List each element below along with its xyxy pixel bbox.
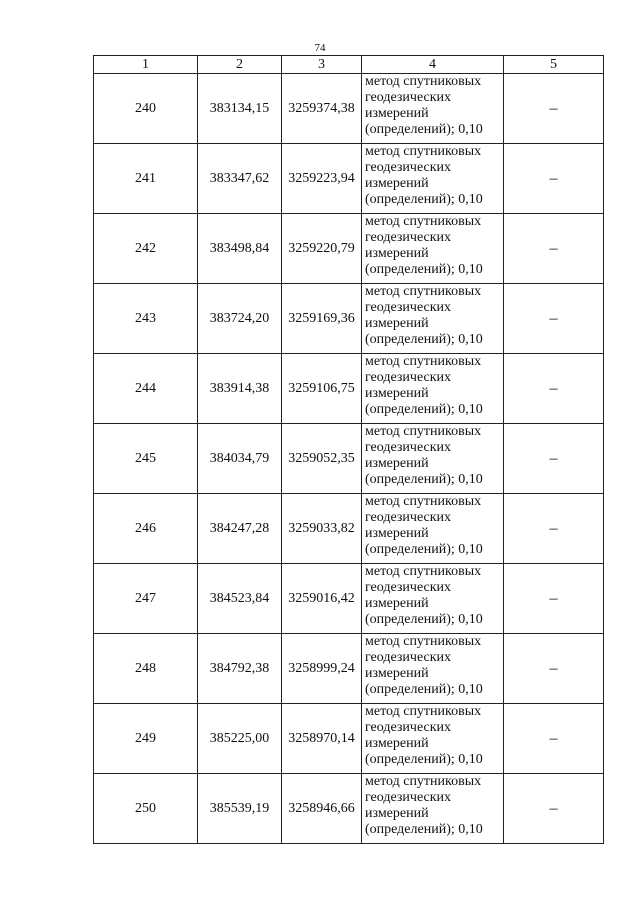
table-row [94,424,604,494]
y-coordinate-cell: 3259223,94 [282,144,362,214]
note-cell: – [504,284,604,354]
x-coordinate-cell: 383134,15 [198,74,282,144]
point-number-cell: 249 [94,704,198,774]
table-row [94,354,604,424]
x-coordinate-cell: 384247,28 [198,494,282,564]
point-number-cell: 244 [94,354,198,424]
method-cell: метод спутниковых геодезических измерений (определений); 0,10 [362,774,504,844]
y-coordinate-cell: 3259033,82 [282,494,362,564]
note-cell: – [504,214,604,284]
note-cell: – [504,564,604,634]
method-cell: метод спутниковых геодезических измерений (определений); 0,10 [362,354,504,424]
note-cell: – [504,704,604,774]
table-row [94,634,604,704]
note-cell: – [504,634,604,704]
note-cell: – [504,774,604,844]
table-row [94,284,604,354]
y-coordinate-cell: 3258999,24 [282,634,362,704]
point-number-cell: 246 [94,494,198,564]
point-number-cell: 243 [94,284,198,354]
column-header: 1 [94,56,198,74]
method-cell: метод спутниковых геодезических измерений (определений); 0,10 [362,214,504,284]
y-coordinate-cell: 3258946,66 [282,774,362,844]
point-number-cell: 241 [94,144,198,214]
x-coordinate-cell: 385225,00 [198,704,282,774]
column-header: 5 [504,56,604,74]
column-header: 2 [198,56,282,74]
y-coordinate-cell: 3258970,14 [282,704,362,774]
point-number-cell: 245 [94,424,198,494]
y-coordinate-cell: 3259106,75 [282,354,362,424]
x-coordinate-cell: 384034,79 [198,424,282,494]
table-row [94,774,604,844]
note-cell: – [504,494,604,564]
table-row [94,74,604,144]
table-row [94,214,604,284]
y-coordinate-cell: 3259220,79 [282,214,362,284]
header-row [94,56,604,74]
method-cell: метод спутниковых геодезических измерений (определений); 0,10 [362,634,504,704]
note-cell: – [504,74,604,144]
x-coordinate-cell: 383498,84 [198,214,282,284]
method-cell: метод спутниковых геодезических измерений (определений); 0,10 [362,284,504,354]
point-number-cell: 250 [94,774,198,844]
x-coordinate-cell: 384523,84 [198,564,282,634]
method-cell: метод спутниковых геодезических измерений (определений); 0,10 [362,494,504,564]
y-coordinate-cell: 3259052,35 [282,424,362,494]
method-cell: метод спутниковых геодезических измерений (определений); 0,10 [362,704,504,774]
x-coordinate-cell: 383914,38 [198,354,282,424]
column-header: 3 [282,56,362,74]
point-number-cell: 248 [94,634,198,704]
x-coordinate-cell: 383724,20 [198,284,282,354]
y-coordinate-cell: 3259016,42 [282,564,362,634]
table-row [94,494,604,564]
method-cell: метод спутниковых геодезических измерений (определений); 0,10 [362,424,504,494]
point-number-cell: 247 [94,564,198,634]
table-row [94,704,604,774]
x-coordinate-cell: 384792,38 [198,634,282,704]
table-row [94,144,604,214]
note-cell: – [504,144,604,214]
page-number: 74 [314,42,326,54]
point-number-cell: 242 [94,214,198,284]
x-coordinate-cell: 383347,62 [198,144,282,214]
method-cell: метод спутниковых геодезических измерений (определений); 0,10 [362,564,504,634]
y-coordinate-cell: 3259374,38 [282,74,362,144]
point-number-cell: 240 [94,74,198,144]
y-coordinate-cell: 3259169,36 [282,284,362,354]
note-cell: – [504,354,604,424]
method-cell: метод спутниковых геодезических измерений (определений); 0,10 [362,144,504,214]
x-coordinate-cell: 385539,19 [198,774,282,844]
column-header: 4 [362,56,504,74]
table-row [94,564,604,634]
coordinates-table [93,55,604,844]
note-cell: – [504,424,604,494]
method-cell: метод спутниковых геодезических измерений (определений); 0,10 [362,74,504,144]
